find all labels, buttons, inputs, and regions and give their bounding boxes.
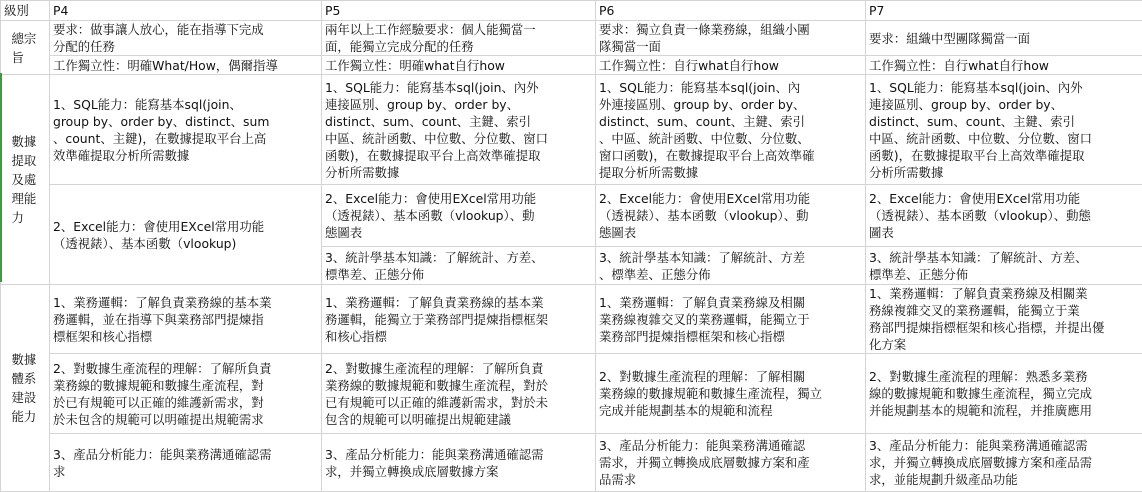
text-line: 2、對數據生產流程的理解：了解相關 xyxy=(599,368,863,385)
text-line: 業務線複雜交叉的業務邏輯，能獨立于 xyxy=(599,311,863,328)
text-line: 1、SQL能力：能寫基本sql(join、內外 xyxy=(325,79,593,96)
text-line: 求，并獨立轉換成底層數據方案和產品需 xyxy=(869,454,1140,471)
text-line: 2、對數據生產流程的理解：了解所負責 xyxy=(53,360,319,377)
text-line: 隊獨當一面 xyxy=(599,38,863,55)
cell-p7-requirement[interactable] xyxy=(866,21,1142,56)
text-line: 、標準差、正態分佈 xyxy=(599,266,863,283)
cell-overall-category[interactable] xyxy=(1,21,50,75)
text-line: 分配的任務 xyxy=(53,38,319,55)
row-sql-ability xyxy=(1,75,1142,185)
text-line: 標框架和核心指標 xyxy=(53,328,319,345)
row-selection-marker xyxy=(0,73,2,282)
cell-p4-independence[interactable] xyxy=(50,56,322,75)
text-line: 窗口函數)，在數據提取平台上高效準確 xyxy=(599,147,863,164)
text-line: 標準差、正態分佈 xyxy=(869,266,1140,283)
text-line: 務邏輯，並在指導下與業務部門提煉指 xyxy=(53,311,319,328)
header-row xyxy=(1,1,1142,21)
text-line: 1、業務邏輯：了解負責業務線及相關業 xyxy=(869,285,1140,302)
cell-p7-logic[interactable] xyxy=(866,285,1142,354)
text-line: 於未包含的規範可以明確提出規範需求 xyxy=(53,411,319,428)
text-line: 務部門提煉指標框架和核心指標，并提出優 xyxy=(869,319,1140,336)
cell-p6-requirement[interactable] xyxy=(596,21,866,56)
row-product-analysis xyxy=(1,434,1142,492)
text-line: 圖表 xyxy=(869,224,1140,241)
cell-p7-stats[interactable] xyxy=(866,247,1142,285)
text-line: distinct、sum、count、主鍵、索引 xyxy=(869,113,1140,130)
row-overall-requirement xyxy=(1,21,1142,56)
cell-p5-product[interactable] xyxy=(322,434,596,492)
cell-p7-header[interactable]: P7 xyxy=(866,1,1142,21)
cell-extraction-category[interactable] xyxy=(1,75,50,285)
cell-p7-excel[interactable] xyxy=(866,185,1142,247)
text-line: 2、Excel能力：會使用EXcel常用功能 xyxy=(869,190,1140,207)
cell-p4-sql[interactable] xyxy=(50,75,322,185)
text-line: 工作獨立性：自行what自行how xyxy=(599,57,863,74)
category-label: 總宗旨 xyxy=(12,29,40,67)
text-line: group by、order by、distinct、sum xyxy=(53,113,319,130)
text-line: 1、SQL能力：能寫基本sql(join、 xyxy=(53,96,319,113)
text-line: 完成并能規劃基本的規範和流程 xyxy=(599,402,863,419)
text-line: 、中區、統計函數、中位數、分位數、 xyxy=(599,130,863,147)
text-line: 態圖表 xyxy=(599,224,863,241)
text-line: 標準差、正態分佈 xyxy=(325,266,593,283)
cell-p6-excel[interactable] xyxy=(596,185,866,247)
cell-p4-logic[interactable] xyxy=(50,285,322,354)
text-line: 務邏輯，能獨立于業務部門提煉指標框架 xyxy=(325,311,593,328)
cell-p6-stats[interactable] xyxy=(596,247,866,285)
cell-p6-independence[interactable] xyxy=(596,56,866,75)
text-line: （透視錶）、基本函數（vlookup）、動態 xyxy=(869,207,1140,224)
text-line: 務線複雜交叉的業務邏輯，能獨立于業 xyxy=(869,302,1140,319)
text-line: 要求：做事讓人放心，能在指導下完成 xyxy=(53,21,319,38)
text-line: 業務線的數據規範和數據生產流程，獨立 xyxy=(599,385,863,402)
text-line: 3、產品分析能力：能與業務溝通確認需 xyxy=(325,446,593,463)
cell-p6-logic[interactable] xyxy=(596,285,866,354)
row-overall-independence xyxy=(1,56,1142,75)
cell-p6-flow[interactable] xyxy=(596,354,866,434)
cell-p5-excel[interactable] xyxy=(322,185,596,247)
text-line: 1、業務邏輯：了解負責業務線及相關 xyxy=(599,294,863,311)
text-line: distinct、sum、count、主鍵、索引 xyxy=(599,113,863,130)
text-line: 業務部門提煉指標框架和核心指標 xyxy=(599,328,863,345)
text-line: distinct、sum、count、主鍵、索引 xyxy=(325,113,593,130)
text-line: 3、產品分析能力：能與業務溝通確認需 xyxy=(869,437,1140,454)
cell-p6-header[interactable]: P6 xyxy=(596,1,866,21)
text-line: 工作獨立性：自行what自行how xyxy=(869,57,1140,74)
text-line: 1、SQL能力：能寫基本sql(join、內 xyxy=(599,79,863,96)
text-line: 工作獨立性：明確What/How，偶爾指導 xyxy=(53,57,319,74)
text-line: 中區、統計函數、中位數、分位數、窗口 xyxy=(869,130,1140,147)
cell-p4-requirement[interactable] xyxy=(50,21,322,56)
text-line: 3、統計學基本知識：了解統計、方差 xyxy=(599,249,863,266)
cell-p5-requirement[interactable] xyxy=(322,21,596,56)
text-line: 1、SQL能力：能寫基本sql(join、內外 xyxy=(869,79,1140,96)
text-line: 連接區別、group by、order by、 xyxy=(869,96,1140,113)
cell-p5-independence[interactable] xyxy=(322,56,596,75)
text-line: 於已有規範可以正確的維護新需求，對 xyxy=(53,394,319,411)
cell-p4-product[interactable] xyxy=(50,434,322,492)
text-line: 態圖表 xyxy=(325,224,593,241)
cell-p7-independence[interactable] xyxy=(866,56,1142,75)
text-line: （透視錶）、基本函數（vlookup）、動 xyxy=(325,207,593,224)
text-line: 求 xyxy=(53,463,319,480)
text-line: （透視錶）、基本函數（vlookup) xyxy=(53,235,319,252)
text-line: 品需求 xyxy=(599,471,863,488)
text-line: 3、統計學基本知識：了解統計、方差、 xyxy=(869,249,1140,266)
text-line: 3、產品分析能力：能與業務溝通確認需 xyxy=(53,446,319,463)
cell-p4-excel[interactable] xyxy=(50,185,322,285)
text-line: 效準確提取分析所需數據 xyxy=(53,147,319,164)
cell-p5-logic[interactable] xyxy=(322,285,596,354)
text-line: 化方案 xyxy=(869,336,1140,353)
text-line: 中區、統計函數、中位數、分位數、窗口 xyxy=(325,130,593,147)
text-line: 分析所需數據 xyxy=(325,164,593,181)
row-excel-ability xyxy=(1,185,1142,247)
text-line: 求，並能規劃升級產品功能 xyxy=(869,471,1140,488)
text-line: 和核心指標 xyxy=(325,328,593,345)
cell-system-category[interactable] xyxy=(1,285,50,492)
text-line: （透視錶）、基本函數（vlookup）、動 xyxy=(599,207,863,224)
text-line: 2、對數據生產流程的理解：熟悉多業務 xyxy=(869,368,1140,385)
cell-p7-flow[interactable] xyxy=(866,354,1142,434)
text-line: 業務線的數據規範和數據生產流程，對 xyxy=(53,377,319,394)
cell-p6-product[interactable] xyxy=(596,434,866,492)
text-line: 2、Excel能力：會使用EXcel常用功能 xyxy=(53,218,319,235)
cell-p5-stats[interactable] xyxy=(322,247,596,285)
text-line: 3、產品分析能力：能與業務溝通確認 xyxy=(599,437,863,454)
cell-p4-header[interactable]: P4 xyxy=(50,1,322,21)
row-production-flow xyxy=(1,354,1142,434)
category-label: 數據體系建設能力 xyxy=(12,350,40,426)
text-line: 2、Excel能力：會使用EXcel常用功能 xyxy=(599,190,863,207)
text-line: 、count、主鍵)，在數據提取平台上高 xyxy=(53,130,319,147)
cell-p6-sql[interactable] xyxy=(596,75,866,185)
text-line: 函數)，在數據提取平台上高效準確提取 xyxy=(869,147,1140,164)
cell-p7-sql[interactable] xyxy=(866,75,1142,185)
text-line: 已有規範可以正確的維護新需求，對於未 xyxy=(325,394,593,411)
text-line: 包含的規範可以明確提出規範建議 xyxy=(325,411,593,428)
text-line: 線的數據規範和數據生產流程，獨立完成 xyxy=(869,385,1140,402)
cell-p5-sql[interactable] xyxy=(322,75,596,185)
text-line: 分析所需數據 xyxy=(869,164,1140,181)
cell-p4-flow[interactable] xyxy=(50,354,322,434)
text-line: 要求：組織中型團隊獨當一面 xyxy=(869,30,1140,47)
text-line: 外連接區別、group by、order by、 xyxy=(599,96,863,113)
text-line: 求，并獨立轉換成底層數據方案 xyxy=(325,463,593,480)
text-line: 1、業務邏輯：了解負責業務線的基本業 xyxy=(53,294,319,311)
cell-p7-product[interactable] xyxy=(866,434,1142,492)
text-line: 3、統計學基本知識：了解統計、方差、 xyxy=(325,249,593,266)
text-line: 連接區別、group by、order by、 xyxy=(325,96,593,113)
text-line: 要求：獨立負責一條業務線，組織小團 xyxy=(599,21,863,38)
text-line: 2、對數據生產流程的理解：了解所負責 xyxy=(325,360,593,377)
text-line: 業務線的數據規範和數據生產流程，對於 xyxy=(325,377,593,394)
category-label: 數據提取及處理能力 xyxy=(12,132,40,227)
text-line: 并能規劃基本的規範和流程，并推廣應用 xyxy=(869,402,1140,419)
text-line: 兩年以上工作經驗要求：個人能獨當一 xyxy=(325,21,593,38)
cell-p5-header[interactable]: P5 xyxy=(322,1,596,21)
cell-level-header[interactable]: 級別 xyxy=(1,1,50,21)
text-line: 工作獨立性：明確what自行how xyxy=(325,57,593,74)
text-line: 提取分析所需數據 xyxy=(599,164,863,181)
text-line: 函數)，在數據提取平台上高效準確提取 xyxy=(325,147,593,164)
row-business-logic xyxy=(1,285,1142,354)
text-line: 2、Excel能力：會使用EXcel常用功能 xyxy=(325,190,593,207)
text-line: 需求，并獨立轉換成底層數據方案和產 xyxy=(599,454,863,471)
cell-p5-flow[interactable] xyxy=(322,354,596,434)
text-line: 1、業務邏輯：了解負責業務線的基本業 xyxy=(325,294,593,311)
text-line: 面，能獨立完成分配的任務 xyxy=(325,38,593,55)
